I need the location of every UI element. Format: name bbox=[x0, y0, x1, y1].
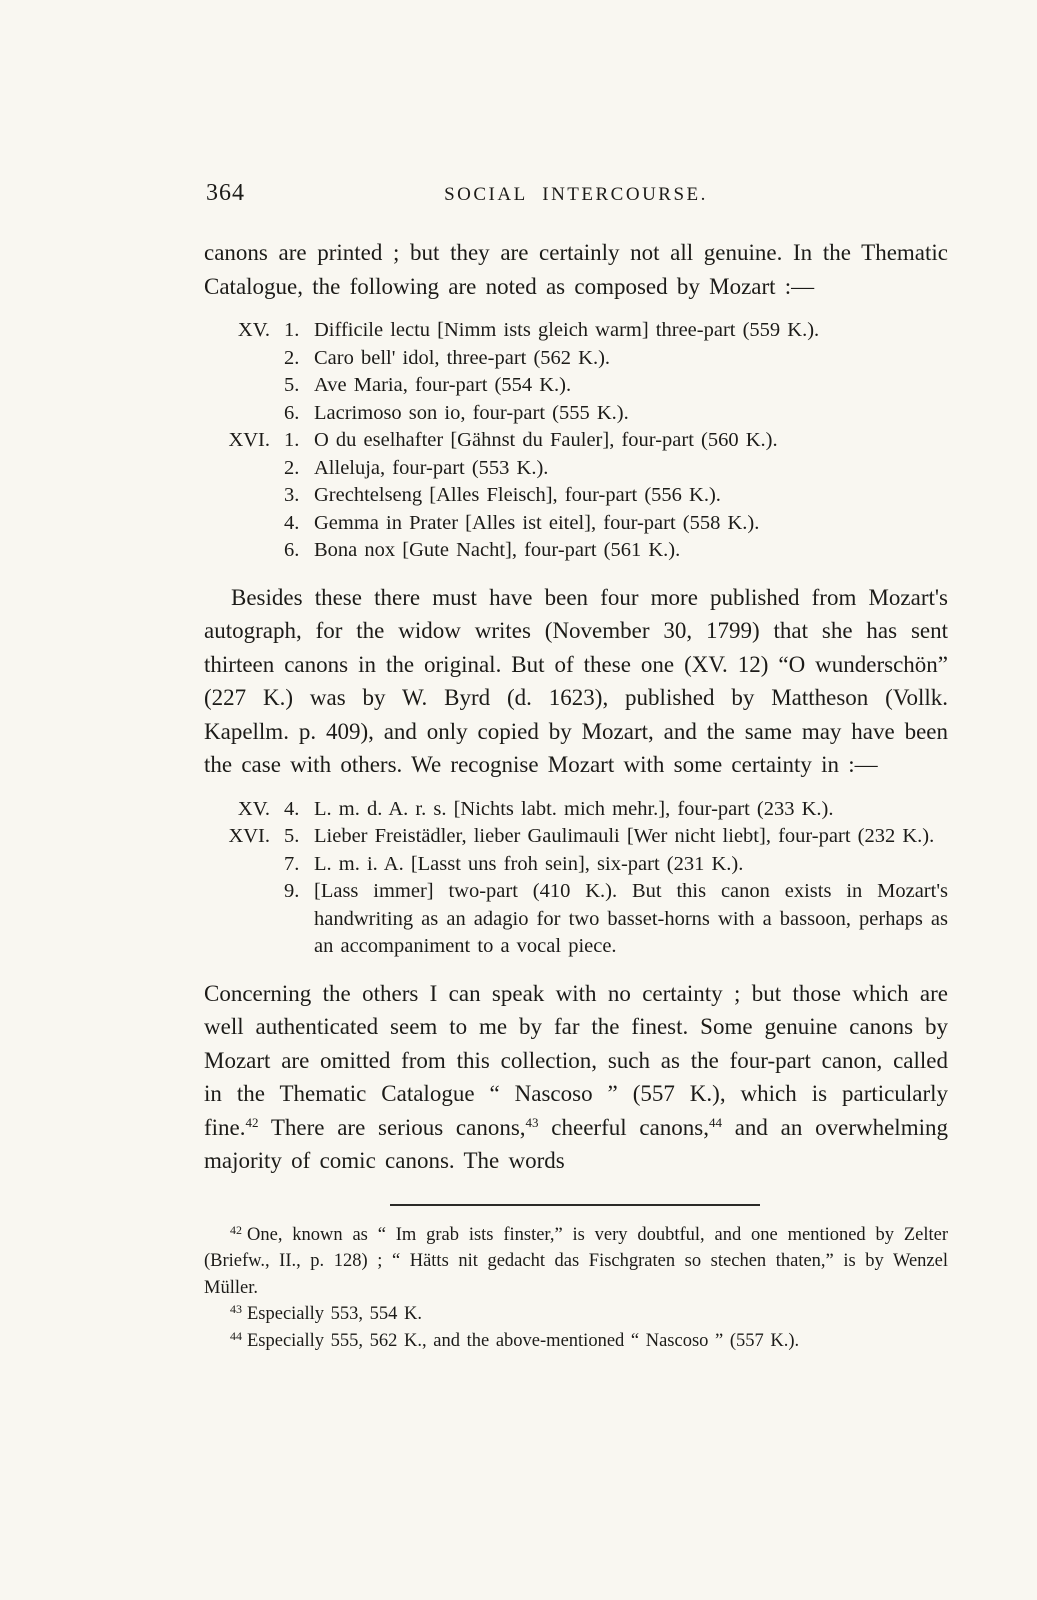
canon-list-item bbox=[204, 796, 948, 824]
paragraph-3 bbox=[204, 977, 948, 1178]
canon-roman-numeral: XV. bbox=[237, 319, 270, 341]
canon-list-item bbox=[204, 878, 948, 961]
canon-text: Gemma in Prater [Alles ist eitel], four-part (558 K.). bbox=[314, 511, 760, 534]
canon-roman-numeral: XVI. bbox=[228, 825, 270, 847]
canon-list-item bbox=[204, 510, 948, 538]
canon-number: 2. bbox=[284, 456, 300, 479]
footnote-marker: 42 bbox=[230, 1222, 242, 1237]
canon-list-item bbox=[204, 455, 948, 483]
paragraph-3-text: There are serious canons, bbox=[258, 1114, 526, 1140]
footnote-44 bbox=[204, 1328, 948, 1355]
canon-list-item bbox=[204, 823, 948, 851]
footnote-marker: 44 bbox=[230, 1328, 242, 1343]
canon-number: 4. bbox=[284, 511, 300, 534]
canon-number: 1. bbox=[284, 319, 300, 341]
canon-text: Caro bell' idol, three-part (562 K.). bbox=[314, 346, 611, 369]
footnote-ref-42: 42 bbox=[245, 1114, 259, 1130]
canon-number: 1. bbox=[284, 429, 300, 451]
canon-text: Difficile lectu [Nimm ists gleich warm] three-part (559 K.). bbox=[314, 319, 820, 341]
running-title: SOCIAL INTERCOURSE. bbox=[444, 184, 708, 205]
canon-text: Ave Maria, four-part (554 K.). bbox=[314, 374, 572, 396]
canon-number: 6. bbox=[284, 401, 300, 424]
footnotes-section bbox=[204, 1222, 948, 1355]
paragraph-2: Besides these there must have been four more published from Mozart's autograph, for the widow writes (November 30, 1799) that she has sent thirteen canons in the original. But of these one (XV. 12) “O wunderschön” (227 K.) was by W. Byrd (d. 1623), published by Mattheson (Vollk. Kapellm. p. 409), and only copied by Mozart, and the same may have been the case with others. We recognise Mozart with some certainty in :— bbox=[204, 584, 948, 777]
canon-number: 2. bbox=[284, 346, 300, 369]
paragraph-3-text: Concerning the others I can speak with no certainty ; but those which are well authenticated seem to me by far the finest. Some genuine canons by Mozart are omitted from this collection, such as the four-part canon, called in the Thematic Catalogue “ Nascoso ” (557 K.), which is particularly fine. bbox=[204, 980, 948, 1140]
footnote-ref-44: 44 bbox=[708, 1114, 722, 1130]
paragraph-3-text: cheerful canons, bbox=[538, 1114, 709, 1140]
canon-text: L. m. i. A. [Lasst uns froh sein], six-part (231 K.). bbox=[314, 852, 744, 875]
canon-text: Lieber Freistädler, lieber Gaulimauli [Wer nicht liebt], four-part (232 K.). bbox=[314, 825, 935, 847]
footnote-marker: 43 bbox=[230, 1302, 242, 1316]
page-number: 364 bbox=[206, 180, 245, 206]
canon-text: Bona nox [Gute Nacht], four-part (561 K.). bbox=[314, 539, 681, 561]
canon-number: 4. bbox=[284, 797, 300, 820]
footnote-42 bbox=[204, 1222, 948, 1302]
canon-text: Grechtelseng [Alles Fleisch], four-part (556 K.). bbox=[314, 484, 721, 506]
canon-number: 3. bbox=[284, 484, 300, 506]
canon-list-1 bbox=[204, 317, 948, 565]
canon-number: 9. bbox=[284, 880, 300, 902]
canon-number: 7. bbox=[284, 852, 300, 875]
canon-list-item bbox=[204, 317, 948, 345]
paragraph-3-text: and an overwhelming majority of comic canons. The words bbox=[204, 1114, 948, 1173]
canon-number: 5. bbox=[284, 825, 300, 847]
footnote-text: Especially 555, 562 K., and the above-mentioned “ Nascoso ” (557 K.). bbox=[247, 1330, 800, 1351]
footnote-text: Especially 553, 554 K. bbox=[247, 1304, 423, 1324]
canon-text: [Lass immer] two-part (410 K.). But this canon exists in Mozart's handwriting as an adagio for two basset-horns with a bassoon, perhaps as an accompaniment to a vocal piece. bbox=[314, 880, 948, 957]
paragraph-1: canons are printed ; but they are certainly not all genuine. In the Thematic Catalogue, the following are noted as composed by Mozart :— bbox=[204, 240, 948, 299]
canon-list-item bbox=[204, 851, 948, 879]
canon-roman-numeral: XV. bbox=[237, 797, 270, 820]
canon-text: L. m. d. A. r. s. [Nichts labt. mich mehr.], four-part (233 K.). bbox=[314, 797, 834, 820]
canon-list-item bbox=[204, 427, 948, 455]
scanned-book-page bbox=[204, 180, 948, 1354]
canon-list-item bbox=[204, 345, 948, 373]
canon-number: 5. bbox=[284, 374, 300, 396]
canon-text: O du eselhafter [Gähnst du Fauler], four-part (560 K.). bbox=[314, 429, 778, 451]
footnote-ref-43: 43 bbox=[525, 1114, 539, 1130]
canon-list-item bbox=[204, 372, 948, 400]
canon-roman-numeral: XVI. bbox=[228, 429, 270, 451]
canon-list-item bbox=[204, 400, 948, 428]
canon-list-item bbox=[204, 537, 948, 565]
page-header bbox=[204, 180, 948, 212]
footnote-43 bbox=[204, 1301, 948, 1328]
canon-text: Alleluja, four-part (553 K.). bbox=[314, 456, 549, 479]
canon-number: 6. bbox=[284, 539, 300, 561]
canon-list-2 bbox=[204, 796, 948, 961]
canon-text: Lacrimoso son io, four-part (555 K.). bbox=[314, 401, 629, 424]
footnote-text: One, known as “ Im grab ists finster,” is very doubtful, and one mentioned by Zelter (Briefw., II., p. 128) ; “ Hätts nit gedacht das Fischgraten so stechen thaten,” is by Wenzel Müller. bbox=[204, 1224, 948, 1298]
canon-list-item bbox=[204, 482, 948, 510]
footnote-divider bbox=[390, 1204, 760, 1206]
